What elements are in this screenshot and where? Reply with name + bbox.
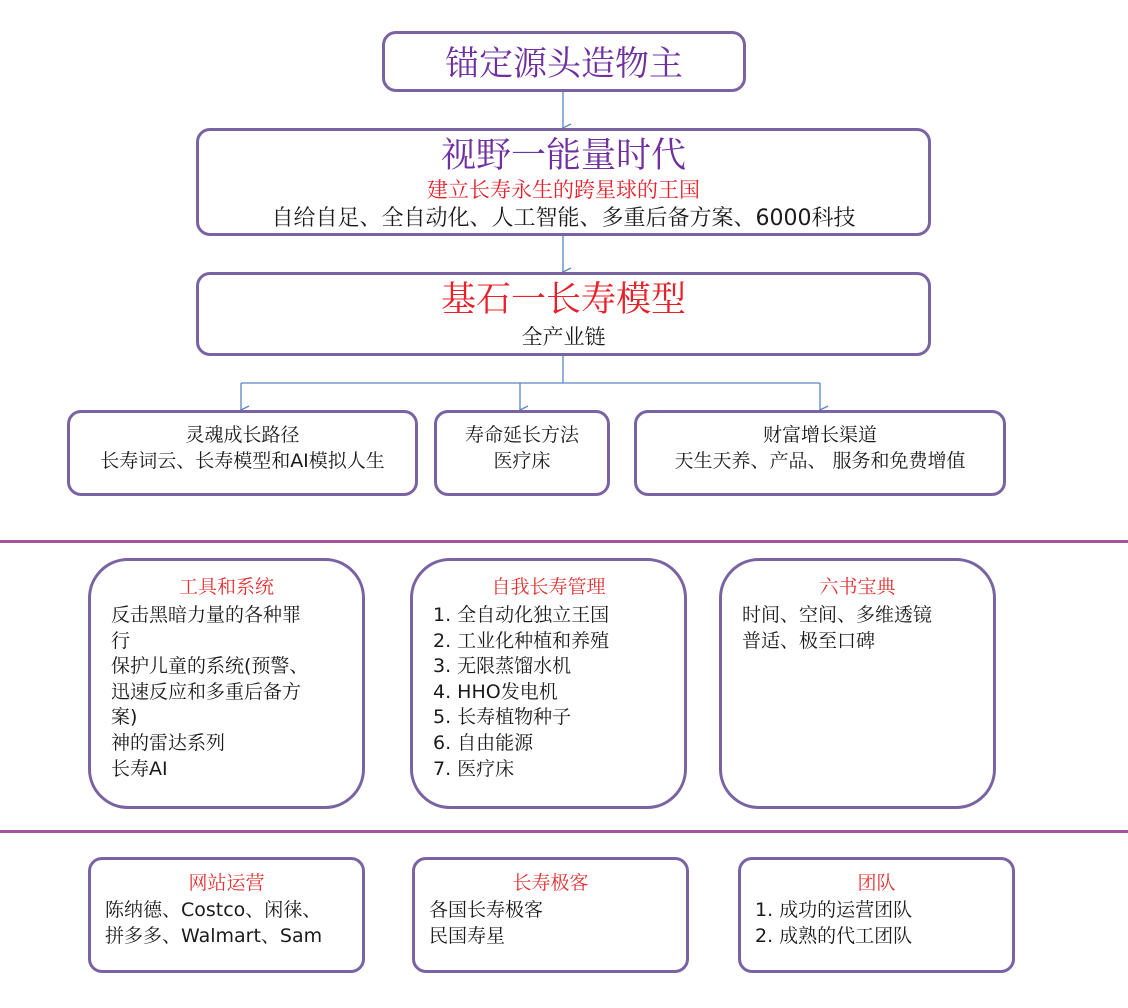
panel-title: 团队 bbox=[857, 872, 896, 894]
cornerstone-subtitle: 全产业链 bbox=[521, 325, 606, 349]
panel-website-operations bbox=[88, 857, 365, 973]
top-node bbox=[382, 31, 746, 92]
panel-title: 工具和系统 bbox=[178, 576, 274, 598]
branch-title: 灵魂成长路径 bbox=[185, 424, 300, 446]
vision-subtitle: 建立长寿永生的跨星球的王国 bbox=[427, 178, 700, 202]
panel-six-books bbox=[719, 558, 996, 809]
branch-line: 长寿词云、长寿模型和AI模拟人生 bbox=[100, 450, 385, 472]
branch-title: 财富增长渠道 bbox=[762, 424, 877, 446]
list-item: 6. 自由能源 bbox=[433, 731, 534, 754]
list-item: 5. 长寿植物种子 bbox=[433, 706, 572, 729]
list-item: 迅速反应和多重后备方 bbox=[111, 680, 302, 703]
list-item: 各国长寿极客 bbox=[429, 899, 544, 921]
panel-self-longevity bbox=[410, 558, 687, 809]
list-item: 反击黑暗力量的各种罪 bbox=[111, 604, 302, 626]
branch-title: 寿命延长方法 bbox=[464, 424, 579, 446]
vision-node bbox=[196, 128, 931, 236]
panel-title: 网站运营 bbox=[188, 872, 265, 894]
list-item: 普适、极至口碑 bbox=[742, 629, 876, 652]
list-item: 2. 成熟的代工团队 bbox=[755, 924, 913, 947]
branch-line: 天生天养、产品、 服务和免费增值 bbox=[674, 450, 966, 472]
vision-line: 自给自足、全自动化、人工智能、多重后备方案、6000科技 bbox=[271, 206, 856, 231]
panel-items bbox=[742, 603, 932, 654]
panel-title: 六书宝典 bbox=[819, 576, 896, 598]
list-item: 保护儿童的系统(预警、 bbox=[111, 655, 309, 678]
list-item: 1. 成功的运营团队 bbox=[755, 899, 913, 921]
panel-longevity-geeks bbox=[412, 857, 689, 973]
branch-life-extension bbox=[434, 410, 610, 496]
list-item: 2. 工业化种植和养殖 bbox=[433, 629, 610, 652]
list-item: 行 bbox=[111, 629, 131, 652]
vision-title: 视野一能量时代 bbox=[440, 136, 686, 176]
panel-title: 长寿极客 bbox=[512, 872, 589, 894]
list-item: 3. 无限蒸馏水机 bbox=[433, 655, 572, 678]
panel-items bbox=[105, 898, 322, 949]
branch-line: 医疗床 bbox=[493, 450, 551, 472]
branch-soul-growth bbox=[67, 410, 418, 496]
list-item: 4. HHO发电机 bbox=[433, 680, 558, 703]
separator-1 bbox=[0, 540, 1128, 543]
list-item: 民国寿星 bbox=[429, 924, 506, 947]
top-node-title: 锚定源头造物主 bbox=[445, 44, 683, 84]
list-item: 7. 医疗床 bbox=[433, 757, 515, 780]
panel-title: 自我长寿管理 bbox=[491, 576, 606, 598]
panel-tools-systems bbox=[88, 558, 365, 809]
panel-team bbox=[738, 857, 1015, 973]
branch-wealth-growth bbox=[634, 410, 1006, 496]
panel-items bbox=[429, 898, 543, 949]
cornerstone-title: 基石一长寿模型 bbox=[440, 280, 686, 320]
list-item: 1. 全自动化独立王国 bbox=[433, 604, 610, 626]
panel-items bbox=[433, 603, 609, 782]
cornerstone-node bbox=[196, 272, 931, 356]
list-item: 案) bbox=[111, 706, 138, 729]
panel-items bbox=[755, 898, 912, 949]
panel-items bbox=[111, 603, 308, 782]
separator-2 bbox=[0, 830, 1128, 833]
list-item: 长寿AI bbox=[111, 757, 168, 780]
list-item: 时间、空间、多维透镜 bbox=[742, 604, 933, 626]
list-item: 陈纳德、Costco、闲徕、 bbox=[105, 899, 322, 921]
list-item: 拼多多、Walmart、Sam bbox=[105, 924, 323, 947]
list-item: 神的雷达系列 bbox=[111, 731, 226, 754]
